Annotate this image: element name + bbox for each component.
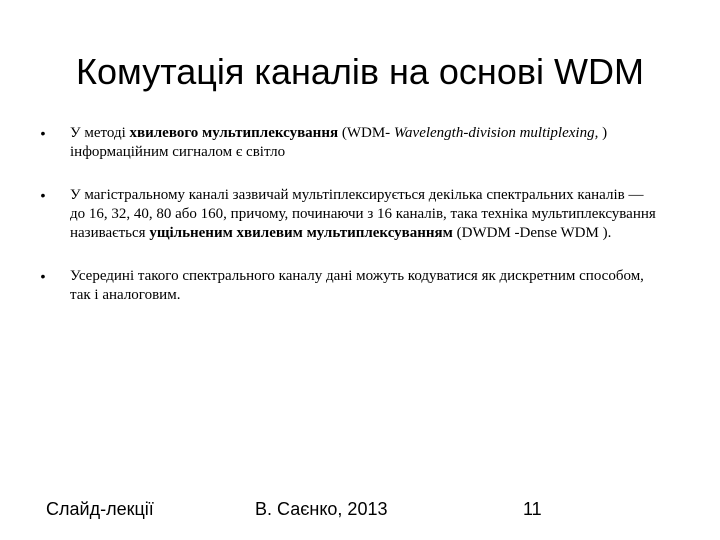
italic-term: Wavelength-division multiplexing, (393, 125, 599, 141)
bullet-icon: • (40, 187, 46, 203)
bullet-text: ) інформаційним сигналом є світло (70, 125, 608, 160)
bullet-text: (DWDM -Dense WDM ). (452, 225, 612, 241)
bullet-text: Усередині такого спектрального каналу дані можуть кодуватися як дискретним способом, так і аналоговим. (70, 268, 644, 303)
bullet-icon: • (40, 125, 46, 141)
bold-term: хвилевого мультиплексування (129, 125, 339, 141)
bullet-list (28, 124, 658, 305)
bullet-icon: • (40, 268, 46, 284)
slide-title: Комутація каналів на основі WDM (76, 51, 644, 92)
bullet-text: У магістральному каналі зазвичай мультіплексирується декілька спектральних каналів — до 16, 32, 40, 80 або 160, причому, починаючи з 16 каналів, така техніка мультиплексування називається (70, 187, 656, 241)
bullet-text: У методі (70, 125, 130, 141)
footer-course-label: Слайд-лекції (46, 499, 154, 519)
bullet-text: (WDM- (338, 125, 394, 141)
bullet-item-coding (28, 267, 658, 305)
footer-page-number: 11 (523, 499, 542, 519)
bold-term: ущільненим хвилевим мультиплексуванням (149, 225, 453, 241)
footer-author-year: В. Саєнко, 2013 (255, 499, 388, 519)
bullet-item-wdm (28, 124, 658, 162)
bullet-item-dwdm (28, 186, 658, 243)
